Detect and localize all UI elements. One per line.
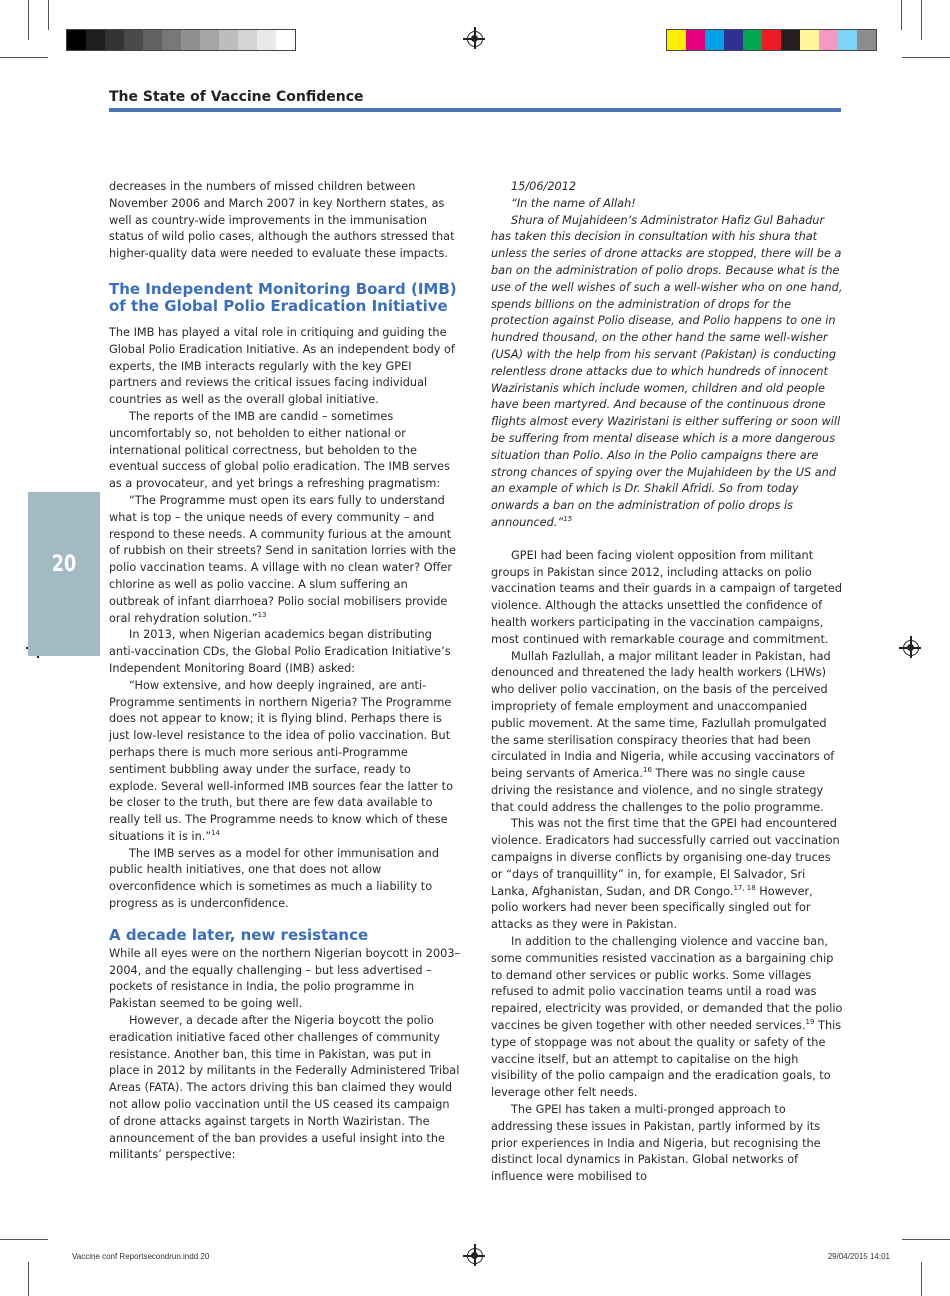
gray-swatch-9 <box>219 30 238 50</box>
paragraph-imb-2: The reports of the IMB are candid – sometimes uncomfortably so, not beholden to either national or international political correctness, but beholden to the eventual success of global polio eradication. The IMB serves as a provocateur, and yet brings a refreshing pragmatism: <box>109 409 450 491</box>
quote-1-text: “The Programme must open its ears fully to understand what is top – the unique needs of every community – and respond to these needs. A community furious at the amount of rubbish on their streets? Send in sanitation lorries with the polio vaccination teams. A village with no clean water? Offer chlorine as well as polio vaccine. A slum suffering an outbreak of infant diarrhoea? Polio social mobilisers provide oral rehydration solution.” <box>109 493 456 625</box>
paragraph-right-4 <box>491 934 843 1102</box>
paragraph-right-3b: However, polio workers had never been specifically singled out for attacks as they were in Pakistan. <box>491 884 813 932</box>
paragraph-right-4a: In addition to the challenging violence and vaccine ban, some communities resisted vaccination as a bargaining chip to demand other services or public works. Some villages refused to admit polio vaccination teams until a road was repaired, electricity was provided, or demanded that the polio vaccines be given together with other needed services. <box>491 935 843 1033</box>
paragraph-imb-6: The IMB serves as a model for other immunisation and public health initiatives, one that does not allow overconfidence which is sometimes as much a liability to progress as is underconfidence. <box>109 846 440 911</box>
heading-imb: The Independent Monitoring Board (IMB) of the Global Polio Eradication Initiative <box>109 279 457 315</box>
gray-swatch-5 <box>143 30 162 50</box>
right-column <box>491 179 843 1186</box>
gray-swatch-4 <box>124 30 143 50</box>
slug-file-name: Vaccine conf Reportsecondrun.indd 20 <box>72 1252 210 1261</box>
quote-body <box>491 213 843 532</box>
crop-mark-tl2-v <box>48 0 49 30</box>
gray-swatch-12 <box>276 30 295 50</box>
page-number: 20 <box>51 552 77 577</box>
paragraph-right-1: GPEI had been facing violent opposition from militant groups in Pakistan since 2012, including attacks on polio vaccination teams and their guards in a campaign of targeted violence. Although the attacks unsettled the confidence of health workers participating in the vaccination campaigns, most continued with remarkable courage and commitment. <box>491 548 843 646</box>
crop-mark-bl-h <box>0 1239 48 1240</box>
color-swatch-10 <box>838 30 857 50</box>
gray-swatch-11 <box>257 30 276 50</box>
quote-2-text: “How extensive, and how deeply ingrained, are anti-Programme sentiments in northern Nigeria? The Programme does not appear to know; it is flying blind. Perhaps there is just low-level resistance to the idea of polio vaccination. But perhaps there is much more serious anti-Programme sentiment bubbling away under the surface, ready to explode. Several well-informed IMB sources fear the latter to be closer to the truth, but there are few data available to really tell us. The Programme needs to know which of these situations it is in.” <box>109 678 453 843</box>
registration-mark-right-icon <box>903 640 919 656</box>
gray-color-bar <box>66 29 296 51</box>
color-swatch-3 <box>705 30 724 50</box>
color-swatch-2 <box>686 30 705 50</box>
color-swatch-1 <box>667 30 686 50</box>
process-color-bar <box>666 29 877 51</box>
paragraph-intro: decreases in the numbers of missed children between November 2006 and March 2007 in key Northern states, as well as country-wide improvements in the immunisation status of wild polio cases, although the authors stressed that higher-quality data were needed to evaluate these impacts. <box>109 180 455 261</box>
page-number-tab <box>28 492 100 656</box>
footnote-ref-19: 19 <box>805 1018 815 1027</box>
gray-swatch-10 <box>238 30 257 50</box>
color-swatch-11 <box>857 30 876 50</box>
gray-swatch-6 <box>162 30 181 50</box>
footnote-ref-17-18: 17, 18 <box>733 883 756 892</box>
crop-mark-tr-v <box>921 0 922 40</box>
paragraph-right-2 <box>491 649 843 817</box>
color-swatch-4 <box>724 30 743 50</box>
paragraph-imb-1: The IMB has played a vital role in critiquing and guiding the Global Polio Eradication Initiative. As an independent body of experts, the IMB interacts regularly with the key GPEI partners and reviews the critical issues facing individual countries as well as the overall global initiative. <box>109 325 455 407</box>
paragraph-right-4b: This type of stoppage was not about the quality or safety of the vaccine itself, but an attempt to capitalise on the high visibility of the polio campaign and the eradication goals, to leverage other felt needs. <box>491 1019 842 1100</box>
quote-greeting: “In the name of Allah! <box>511 196 636 210</box>
footnote-ref-13: 13 <box>257 610 267 619</box>
paragraph-imb-4: In 2013, when Nigerian academics began distributing anti-vaccination CDs, the Global Polio Eradication Initiative’s Independent Monitoring Board (IMB) asked: <box>109 628 451 675</box>
crop-mark-tr2-v <box>901 0 902 30</box>
crop-mark-bl-v <box>28 1262 29 1296</box>
paragraph-imb-quote-2 <box>109 678 461 846</box>
color-swatch-7 <box>781 30 800 50</box>
crop-mark-tl-v <box>28 0 29 40</box>
footnote-ref-14: 14 <box>211 829 221 838</box>
paragraph-right-2b: There was no single cause driving the resistance and violence, and no single strategy that could address the challenges to the polio programme. <box>491 767 824 814</box>
ban-announcement-quote <box>491 179 843 532</box>
gray-swatch-8 <box>200 30 219 50</box>
paragraph-right-3a: This was not the first time that the GPEI had encountered violence. Eradicators had successfully carried out vaccination campaigns in diverse conflicts by organising one-day truces or “days of tranquillity” in, for example, El Salvador, Sri Lanka, Afghanistan, Sudan, and DR Congo. <box>491 817 840 898</box>
paragraph-decade-1: While all eyes were on the northern Nigerian boycott in 2003–2004, and the equally challenging – but less advertised – pockets of resistance in India, the polio programme in Pakistan seemed to be going well. <box>109 946 461 1011</box>
registration-mark-bottom-icon <box>467 1248 483 1264</box>
paragraph-imb-quote-1 <box>109 493 461 627</box>
color-swatch-8 <box>800 30 819 50</box>
paragraph-right-2a: Mullah Fazlullah, a major militant leader in Pakistan, had denounced and threatened the lady health workers (LHWs) who deliver polio vaccination, on the basis of the perceived impropriety of female employment and unaccompanied public movement. At the same time, Fazlullah promulgated the same sterilisation conspiracy theories that had been circulated in India and Nigeria, while accusing vaccinators of being servants of America. <box>491 649 835 781</box>
running-head: The State of Vaccine Confidence <box>109 89 364 105</box>
color-swatch-9 <box>819 30 838 50</box>
footnote-ref-15: 15 <box>563 515 573 524</box>
gray-swatch-2 <box>86 30 105 50</box>
crop-mark-tl-h <box>0 57 48 58</box>
slug-date-time: 29/04/2015 14:01 <box>827 1252 890 1261</box>
crop-mark-tr-h <box>902 57 950 58</box>
paragraph-right-5: The GPEI has taken a multi-pronged approach to addressing these issues in Pakistan, partly informed by its prior experiences in India and Nigeria, but recognising the distinct local dynamics in Pakistan. Global networks of influence were mobilised to <box>491 1103 821 1184</box>
gray-swatch-1 <box>67 30 86 50</box>
color-swatch-6 <box>762 30 781 50</box>
quote-date: 15/06/2012 <box>511 180 577 193</box>
gray-swatch-3 <box>105 30 124 50</box>
color-swatch-5 <box>743 30 762 50</box>
header-rule <box>109 108 841 112</box>
crop-mark-br-v <box>921 1262 922 1296</box>
gray-swatch-7 <box>181 30 200 50</box>
registration-mark-top-icon <box>467 31 483 47</box>
quote-body-text: Shura of Mujahideen’s Administrator Hafiz Gul Bahadur has taken this decision in consultation with his shura that unless the series of drone attacks are stopped, there will be a ban on the administration of polio drops. Because what is the use of the well wishes of such a well-wisher who on one hand, spends billions on the administration of drops for the protection against Polio disease, and Polio happens to one in hundred thousand, on the other hand the same well-wisher (USA) with the help from his servant (Pakistan) is conducting relentless drone attacks due to which hundreds of innocent Waziristanis which include women, children and old people have been martyred. And because of the continuous drone flights almost every Waziristani is either suffering or soon will be suffering from mental disease which is a more dangerous situation than Polio. Also in the Polio campaigns there are strong chances of spying over the Mujahideen by the US and an example of which is Dr. Shakil Afridi. So from today onwards a ban on the administration of polio drops is announced.” <box>491 213 843 529</box>
footnote-ref-16: 16 <box>643 766 652 775</box>
left-column <box>109 179 461 1164</box>
heading-decade: A decade later, new resistance <box>109 925 369 944</box>
paragraph-right-3 <box>491 816 843 934</box>
paragraph-decade-2: However, a decade after the Nigeria boycott the polio eradication initiative faced other challenges of community resistance. Another ban, this time in Pakistan, was put in place in 2012 by militants in the Federally Administered Tribal Areas (FATA). The actors driving this ban claimed they would not allow polio vaccination until the US ceased its campaign of drone attacks against targets in North Waziristan. The announcement of the ban provides a useful insight into the militants’ perspective: <box>109 1014 460 1162</box>
crop-mark-br-h <box>902 1239 950 1240</box>
